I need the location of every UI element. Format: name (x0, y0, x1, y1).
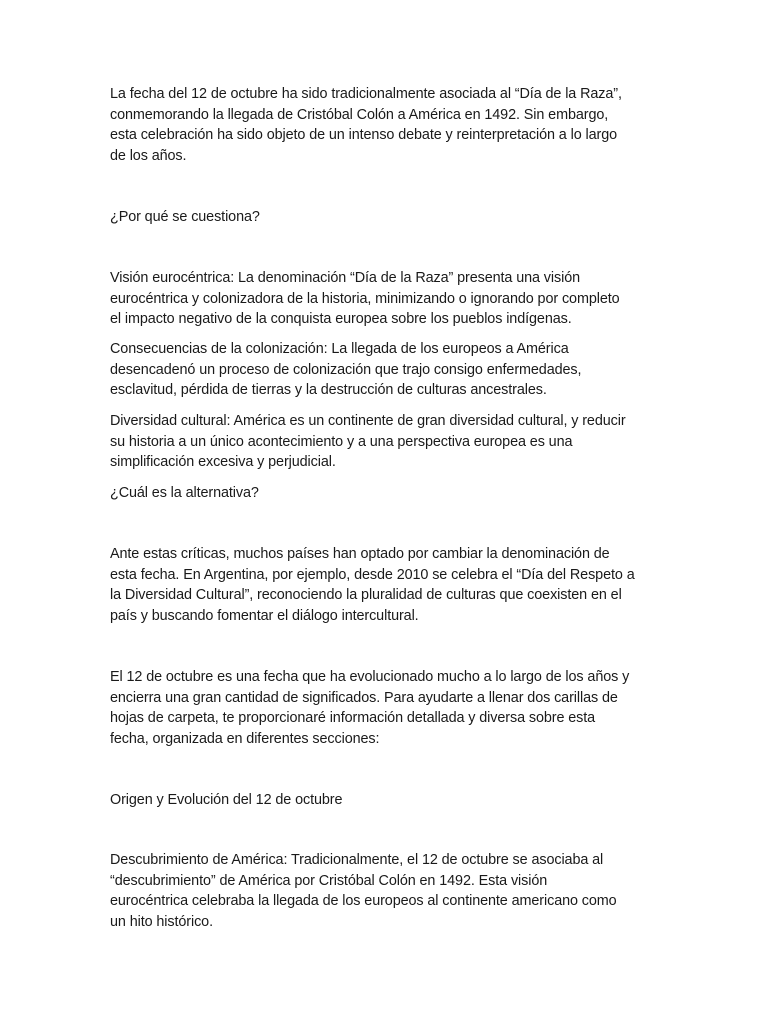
diversidad-paragraph (110, 411, 626, 473)
descubrimiento-paragraph (110, 850, 617, 932)
text-line: Visión eurocéntrica: La denominación “Día de la Raza” presenta una visión (110, 270, 581, 286)
heading-alternative (110, 483, 259, 504)
consecuencias-paragraph (110, 339, 581, 401)
text-line: esta fecha. En Argentina, por ejemplo, desde 2010 se celebra el “Día del Respeto a (110, 566, 635, 583)
text-line: esclavitud, pérdida de tierras y la destrucción de culturas ancestrales. (110, 382, 547, 399)
heading-text: Origen y Evolución del 12 de octubre (110, 792, 343, 808)
text-line: “descubrimiento” de América por Cristóbal Colón en 1492. Esta visión (110, 872, 548, 889)
text-line: desencadenó un proceso de colonización que trajo consigo enfermedades, (110, 361, 582, 378)
text-line: la Diversidad Cultural”, reconociendo la pluralidad de culturas que coexisten en el (110, 587, 622, 604)
text-line: simplificación excesiva y perjudicial. (110, 454, 336, 471)
text-line: el impacto negativo de la conquista europea sobre los pueblos indígenas. (110, 311, 572, 328)
text-line: esta celebración ha sido objeto de un intenso debate y reinterpretación a lo largo (110, 127, 618, 144)
evolucion-paragraph (110, 667, 629, 749)
text-line: su historia a un único acontecimiento y a una perspectiva europea es una (110, 433, 573, 450)
text-line: hojas de carpeta, te proporcionaré información detallada y diversa sobre esta (110, 710, 596, 727)
text-line: país y buscando fomentar el diálogo intercultural. (110, 607, 419, 624)
heading-why-questioned (110, 207, 260, 228)
heading-text: ¿Cuál es la alternativa? (110, 485, 259, 501)
text-line: El 12 de octubre es una fecha que ha evolucionado mucho a lo largo de los años y (110, 669, 630, 685)
text-line: Diversidad cultural: América es un continente de gran diversidad cultural, y reducir (110, 413, 626, 429)
text-line: La fecha del 12 de octubre ha sido tradicionalmente asociada al “Día de la Raza”, (110, 86, 622, 102)
text-line: un hito histórico. (110, 913, 213, 930)
vision-paragraph (110, 268, 620, 330)
text-line: fecha, organizada en diferentes secciones: (110, 730, 380, 747)
text-line: eurocéntrica celebraba la llegada de los europeos al continente americano como (110, 893, 617, 910)
text-line: Consecuencias de la colonización: La llegada de los europeos a América (110, 341, 569, 357)
alternativa-paragraph (110, 544, 635, 626)
text-line: Ante estas críticas, muchos países han optado por cambiar la denominación de (110, 546, 610, 562)
intro-paragraph (110, 84, 622, 166)
text-line: eurocéntrica y colonizadora de la historia, minimizando o ignorando por completo (110, 290, 620, 307)
heading-origen (110, 790, 342, 811)
heading-text: ¿Por qué se cuestiona? (110, 209, 260, 225)
text-line: conmemorando la llegada de Cristóbal Colón a América en 1492. Sin embargo, (110, 106, 609, 123)
text-line: de los años. (110, 147, 187, 164)
text-line: encierra una gran cantidad de significados. Para ayudarte a llenar dos carillas de (110, 689, 618, 706)
text-line: Descubrimiento de América: Tradicionalmente, el 12 de octubre se asociaba al (110, 852, 604, 868)
